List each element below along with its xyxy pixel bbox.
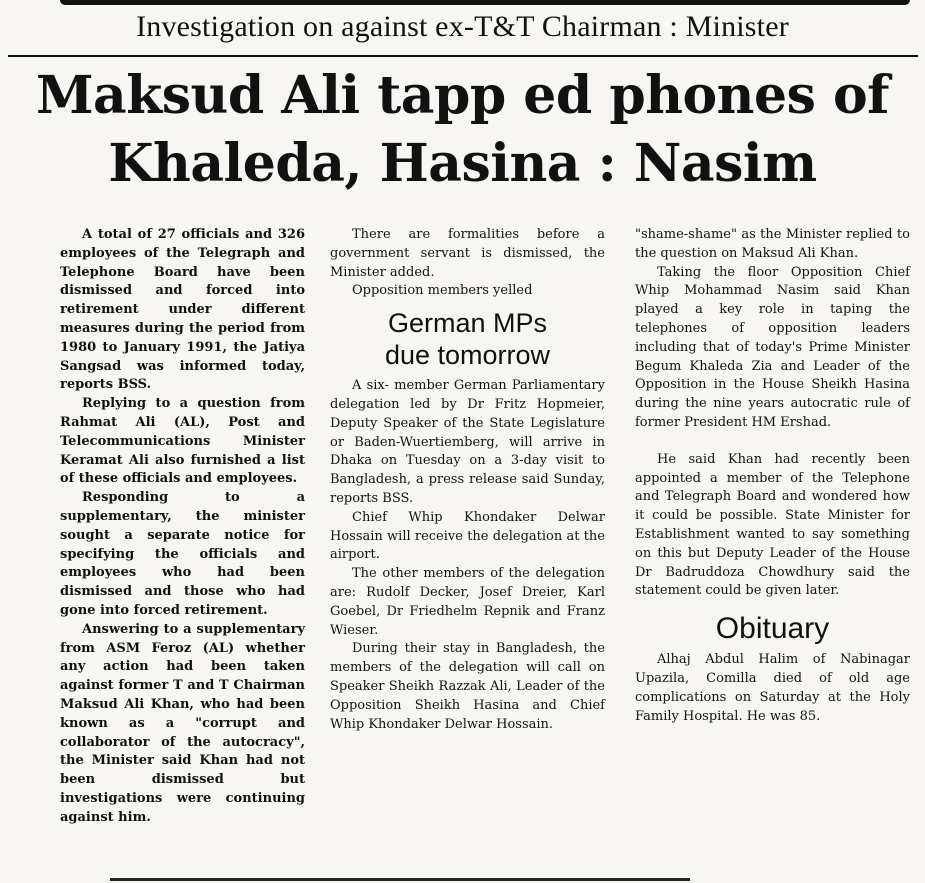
obituary-paragraph: Alhaj Abdul Halim of Nabinagar Upazila, Comilla died of old age complications on Saturday at the Holy Family Hospital. He was 85.: [635, 652, 910, 724]
paragraph: He said Khan had recently been appointed a member of the Telephone and Telegraph Board and wondered how it could be possible. State Minister for Establishment wanted to say something on this but Deputy Leader of the House Dr Badruddoza Chowdhury said the statement could be given later.: [635, 451, 910, 599]
subhead-line-1: German MPs: [387, 308, 548, 339]
paragraph: The other members of the delegation are: Rudolf Decker, Josef Dreier, Karl Goebel, Dr Friedhelm Repnik and Franz Wieser.: [330, 566, 605, 638]
paragraph: "shame-shame" as the Minister replied to the question on Maksud Ali Khan.: [635, 227, 910, 261]
headline-line-2: Khaleda, Hasina : Nasim: [108, 133, 817, 194]
paragraph: Replying to a question from Rahmat Ali (AL), Post and Telecommunications Minister Keramat Ali also furnished a list of these officials and employees.: [60, 396, 305, 487]
article-column-2: [330, 226, 605, 734]
paragraph: A six- member German Parliamentary delegation led by Dr Fritz Hopmeier, Deputy Speaker of the State Legislature or Baden-Wuertiemberg, will arrive in Dhaka on Tuesday on a 3-day visit to Bangladesh, a press release said Sunday, reports BSS.: [330, 378, 605, 506]
headline-line-1: Maksud Ali tapp ed phones of: [35, 65, 890, 126]
paragraph: Taking the floor Opposition Chief Whip Mohammad Nasim said Khan played a key role in taping the telephones of opposition leaders including that of today's Prime Minister Begum Khaleda Zia and Leader of the Opposition in the House Sheikh Hasina during the nine years autocratic rule of former President HM Ershad.: [635, 264, 910, 430]
paragraph: Answering to a supplementary from ASM Feroz (AL) whether any action had been taken against former T and T Chairman Maksud Ali Khan, who had been known as a "corrupt and collaborator of the autocracy", the Minister said Khan had not been dismissed but investigations were continuing against him.: [60, 621, 305, 825]
top-border-rule: [60, 0, 910, 5]
subhead-line-2: due tomorrow: [384, 340, 551, 371]
paragraph: During their stay in Bangladesh, the members of the delegation will call on Speaker Sheikh Razzak Ali, Leader of the Opposition Sheikh Hasina and Chief Whip Khondaker Delwar Hossain.: [330, 641, 605, 732]
article-column-1: [60, 226, 305, 828]
paragraph: Chief Whip Khondaker Delwar Hossain will receive the delegation at the airport.: [330, 509, 605, 563]
paragraph: A total of 27 officials and 326 employees of the Telegraph and Telephone Board have been dismissed and forced into retirement under different measures during the period from 1980 to January 1991, the Jatiya Sangsad was informed today, reports BSS.: [60, 227, 305, 393]
kicker-divider: [8, 55, 918, 57]
german-mps-subheadline: [330, 307, 605, 371]
paragraph: There are formalities before a government servant is dismissed, the Minister added.: [330, 227, 605, 280]
bottom-border-rule: [110, 878, 690, 881]
paragraph: Responding to a supplementary, the minister sought a separate notice for specifying the officials and employees who had been dismissed and those who had gone into forced retirement.: [60, 490, 305, 618]
kicker-headline: Investigation on against ex-T&T Chairman : Minister: [136, 10, 789, 43]
paragraph-gap: [635, 433, 910, 451]
paragraph: Opposition members yelled: [352, 283, 533, 299]
article-column-3: [635, 226, 910, 726]
obituary-heading: Obituary: [715, 612, 830, 646]
main-headline: [0, 62, 925, 198]
